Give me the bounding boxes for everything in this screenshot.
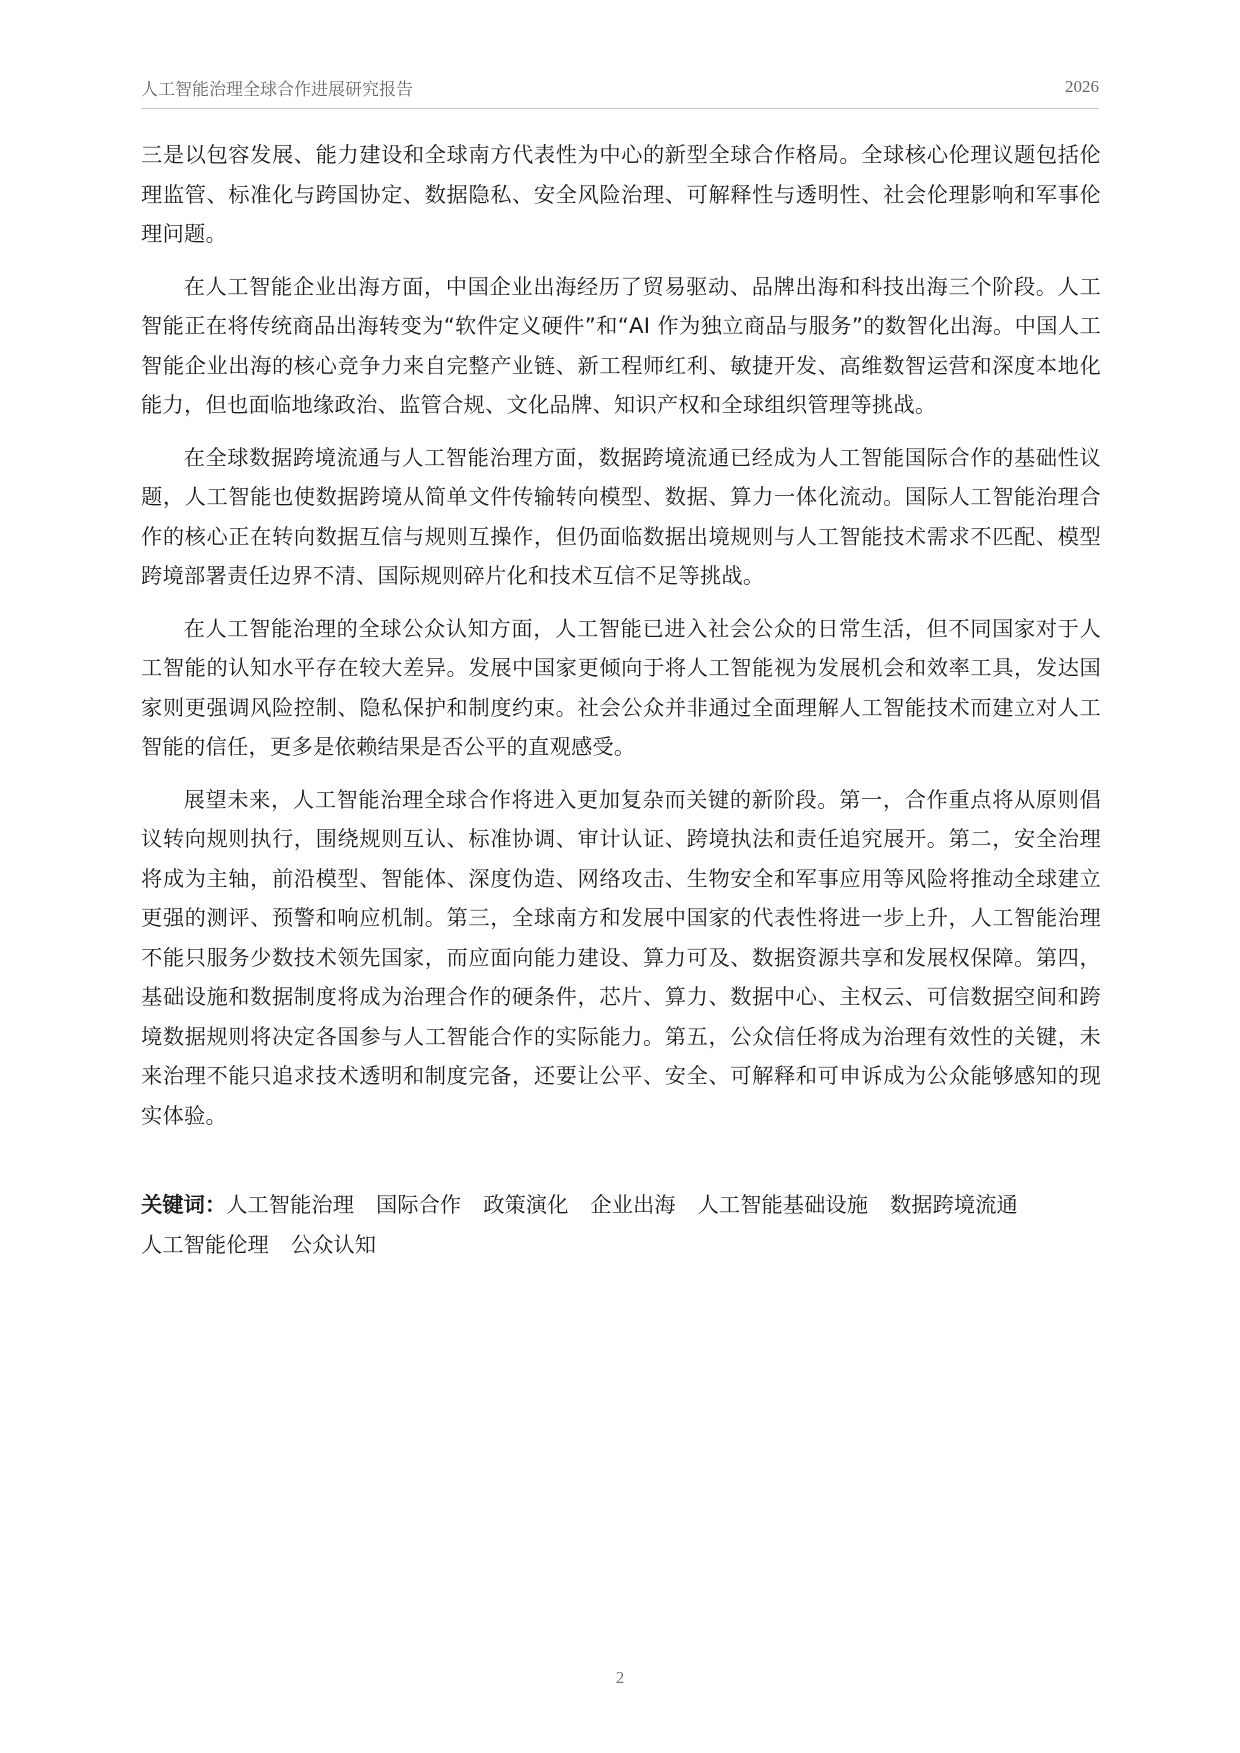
keyword-item: 政策演化: [483, 1193, 569, 1218]
keyword-item: 人工智能治理: [226, 1193, 354, 1218]
keyword-item: 人工智能伦理: [141, 1232, 269, 1258]
page-number: 2: [615, 1668, 625, 1687]
report-title: 人工智能治理全球合作进展研究报告: [141, 79, 413, 100]
keyword-item: 国际合作: [376, 1193, 462, 1218]
keyword-item: 数据跨境流通: [890, 1193, 1018, 1218]
paragraph-cross-border-data: 在全球数据跨境流通与人工智能治理方面，数据跨境流通已经成为人工智能国际合作的基础性议题，人工智能也使数据跨境从简单文件传输转向模型、数据、算力一体化流动。国际人工智能治理合作的核心正在转向数据互信与规则互操作，但仍面临数据出境规则与人工智能技术需求不匹配、模型跨境部署责任边界不清、国际规则碎片化和技术互信不足等挑战。: [141, 445, 1101, 589]
paragraph-public-perception: 在人工智能治理的全球公众认知方面，人工智能已进入社会公众的日常生活，但不同国家对于人工智能的认知水平存在较大差异。发展中国家更倾向于将人工智能视为发展机会和效率工具，发达国家则更强调风险控制、隐私保护和制度约束。社会公众并非通过全面理解人工智能技术而建立对人工智能的信任，更多是依赖结果是否公平的直观感受。: [141, 616, 1101, 760]
keywords-label: 关键词：: [141, 1193, 227, 1218]
paragraph-continued: 三是以包容发展、能力建设和全球南方代表性为中心的新型全球合作格局。全球核心伦理议题包括伦理监管、标准化与跨国协定、数据隐私、安全风险治理、可解释性与透明性、社会伦理影响和军事伦理问题。: [141, 143, 1101, 247]
report-year: 2026: [1065, 77, 1099, 96]
body-content: [141, 136, 1101, 1265]
keyword-item: 企业出海: [590, 1193, 676, 1218]
keyword-item: 公众认知: [290, 1232, 376, 1258]
paragraph-enterprise-overseas: 在人工智能企业出海方面，中国企业出海经历了贸易驱动、品牌出海和科技出海三个阶段。人工智能正在将传统商品出海转变为“软件定义硬件”和“AI 作为独立商品与服务”的数智化出海。中国人工智能企业出海的核心竞争力来自完整产业链、新工程师红利、敏捷开发、高维数智运营和深度本地化能力，但也面临地缘政治、监管合规、文化品牌、知识产权和全球组织管理等挑战。: [141, 274, 1101, 418]
paragraph-outlook: 展望未来，人工智能治理全球合作将进入更加复杂而关键的新阶段。第一，合作重点将从原则倡议转向规则执行，围绕规则互认、标准协调、审计认证、跨境执法和责任追究展开。第二，安全治理将成为主轴，前沿模型、智能体、深度伪造、网络攻击、生物安全和军事应用等风险将推动全球建立更强的测评、预警和响应机制。第三，全球南方和发展中国家的代表性将进一步上升，人工智能治理不能只服务少数技术领先国家，而应面向能力建设、算力可及、数据资源共享和发展权保障。第四，基础设施和数据制度将成为治理合作的硬条件，芯片、算力、数据中心、主权云、可信数据空间和跨境数据规则将决定各国参与人工智能合作的实际能力。第五，公众信任将成为治理有效性的关键，未来治理不能只追求技术透明和制度完备，还要让公平、安全、可解释和可申诉成为公众能够感知的现实体验。: [141, 787, 1101, 1129]
keywords-section: [141, 1186, 1101, 1265]
page-header: [141, 72, 1099, 109]
keyword-item: 人工智能基础设施: [697, 1193, 868, 1218]
